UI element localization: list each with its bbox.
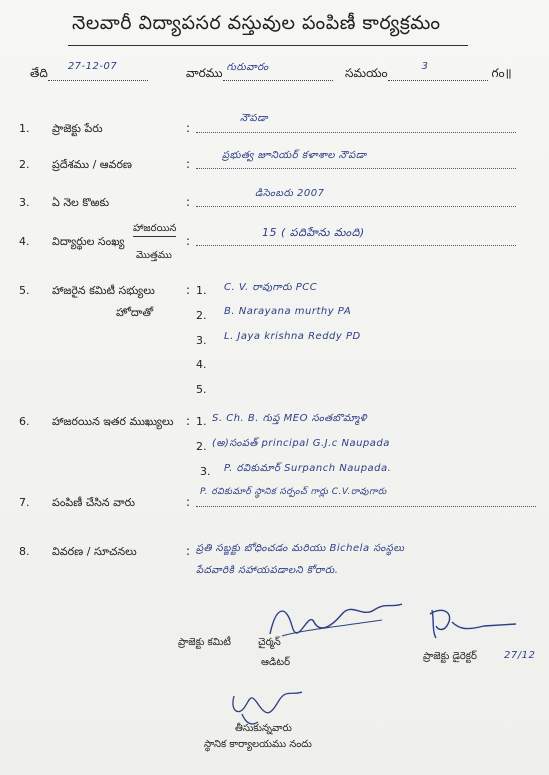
form-page: నెలవారీ విద్యాపసర వస్తువుల పంపిణీ కార్యక్రమం తేది 27-12-07 వారము గురువారం సమయం 3 గం॥ 1. ప్రాజెక్టు పేరు : నౌపడా 2. ప్రదేశము / ఆవరణ : ప్రభుత్వ జూనియర్ కళాశాల నౌపడా 3. ఏ నెల కొఱకు : డిసెంబరు 2007 4. విద్యార్థుల సంఖ్య హాజరయిన మొత్తము : 15 ( పదిహేను మంది) 5. హాజరైన కమిటీ సభ్యులు హోదాతో : 1. C. V. రావుగారు PCC 2. B. Narayana murthy PA 3. L. Jaya krishna Reddy PD 4. 5. 6. హాజరయిన ఇతర ముఖ్యులు : 1. S. Ch. B. గుప్త MEO సంతబొమ్మాళి 2. (అ)సంపత్ principal G.J.c Naupada 3. P. రవికుమార్ Surpanch Naupada. 7. పంపిణీ చేసిన వారు : P. రవికుమార్ స్థానిక సర్పంచ్ గార్లు C.V.రావుగారు 8. వివరణ / సూచనలు : ప్రతి సబ్జక్టు బోధించడం మరియు Bichela సంస్థలు పేదవారికి సహాయపడాలని కోరారు. ప్రాజెక్టు కమిటీ చైర్మన్ ఆడిటర్ ప్రాజెక్టు డైరెక్టర్ 27/12 తీసుకున్నవారు స్థానిక కార్యాలయము నందు [0, 0, 549, 775]
other-1-number: 1. [196, 415, 207, 428]
row-6-label: హాజరయిన ఇతర ముఖ్యులు [52, 415, 174, 428]
row-4-label: విద్యార్థుల సంఖ్య [52, 235, 125, 248]
day-label: వారము [186, 66, 223, 80]
place-value: ప్రభుత్వ జూనియర్ కళాశాల నౌపడా [222, 150, 367, 161]
hours-label: గం॥ [491, 66, 512, 80]
project-name-value: నౌపడా [240, 113, 268, 124]
chairman-signature [262, 596, 412, 641]
office-label: స్థానిక కార్యాలయము నందు [204, 739, 312, 750]
student-count-value: 15 ( పదిహేను మంది) [262, 226, 365, 239]
row-2-label: ప్రదేశము / ఆవరణ [52, 158, 132, 171]
chairman-label: చైర్మన్ [258, 637, 281, 648]
row-5-label: హాజరైన కమిటీ సభ్యులు [52, 284, 155, 297]
row-5-number: 5. [19, 284, 30, 297]
day-value: గురువారం [226, 62, 269, 73]
other-1-value: S. Ch. B. గుప్త MEO సంతబొమ్మాళి [212, 413, 368, 424]
row-4-sub-total: మొత్తము [136, 250, 172, 261]
row-4-sub-present: హాజరయిన [133, 222, 176, 237]
remarks-line-1: ప్రతి సబ్జక్టు బోధించడం మరియు Bichela సంస్థలు [196, 543, 405, 554]
other-2-number: 2. [196, 440, 207, 453]
form-title: నెలవారీ విద్యాపసర వస్తువుల పంపిణీ కార్యక్రమం [72, 12, 441, 34]
row-1-number: 1. [19, 122, 30, 135]
row-7-number: 7. [19, 496, 30, 509]
date-label: తేది [30, 66, 48, 80]
member-1-value: C. V. రావుగారు PCC [224, 282, 318, 293]
member-3-number: 3. [196, 334, 207, 347]
row-1-label: ప్రాజెక్టు పేరు [52, 122, 103, 135]
remarks-line-2: పేదవారికి సహాయపడాలని కోరారు. [196, 565, 339, 576]
director-date: 27/12 [504, 650, 536, 661]
member-4-number: 4. [196, 358, 207, 371]
month-value: డిసెంబరు 2007 [255, 188, 325, 199]
member-2-value: B. Narayana murthy PA [224, 306, 352, 317]
row-6-number: 6. [19, 415, 30, 428]
row-8-label: వివరణ / సూచనలు [52, 545, 137, 558]
date-field [30, 61, 148, 83]
member-5-number: 5. [196, 383, 207, 396]
member-3-value: L. Jaya krishna Reddy PD [224, 331, 361, 342]
other-2-value: (అ)సంపత్ principal G.J.c Naupada [212, 438, 390, 449]
row-3-line [196, 194, 516, 207]
committee-label: ప్రాజెక్టు కమిటీ [178, 637, 231, 648]
time-value: 3 [421, 61, 429, 72]
title-underline [68, 45, 468, 46]
day-field [186, 62, 333, 83]
time-field [345, 61, 512, 83]
row-7-label: పంపిణీ చేసిన వారు [52, 496, 135, 509]
time-label: సమయం [345, 66, 388, 80]
director-signature [424, 604, 524, 644]
recipient-label: తీసుకున్నవారు [235, 723, 292, 734]
other-3-value: P. రవికుమార్ Surpanch Naupada. [224, 463, 392, 474]
auditor-label: ఆడిటర్ [261, 657, 291, 668]
row-5-sub-designation: హోదాతో [116, 306, 154, 319]
member-2-number: 2. [196, 309, 207, 322]
row-2-number: 2. [19, 158, 30, 171]
member-1-number: 1. [196, 284, 207, 297]
distributor-value: P. రవికుమార్ స్థానిక సర్పంచ్ గార్లు C.V.రావుగారు [200, 487, 387, 497]
director-label: ప్రాజెక్టు డైరెక్టర్ [423, 651, 477, 662]
other-3-number: 3. [200, 465, 211, 478]
row-8-number: 8. [19, 545, 30, 558]
date-value: 27-12-07 [67, 61, 118, 72]
row-3-label: ఏ నెల కొఱకు [52, 196, 110, 209]
row-4-number: 4. [19, 235, 30, 248]
row-3-number: 3. [19, 196, 30, 209]
